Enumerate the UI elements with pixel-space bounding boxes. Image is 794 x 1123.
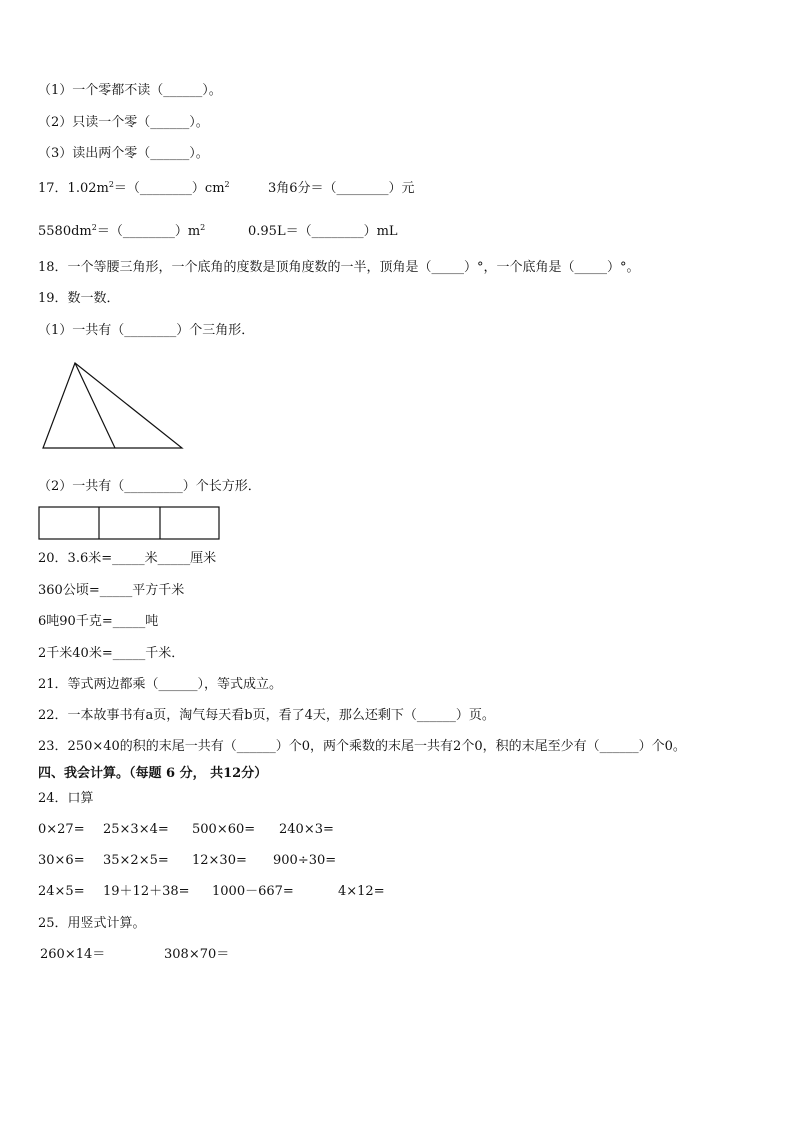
vertical-calc-item: 260×14＝: [40, 947, 106, 962]
q19: 19．数一数．: [38, 291, 120, 306]
q20-line4: 2千米40米=_____千米．: [38, 646, 185, 661]
mental-math-item: 4×12=: [338, 884, 385, 899]
mental-math-item: 240×3=: [279, 822, 334, 837]
q16-part1: （1）一个零都不读（______）。: [38, 83, 222, 98]
q17-volume: 0.95L＝（________）mL: [248, 224, 398, 239]
q17-line2: $5580dm^2=(\_\_\_\_\_\_\_\_)m^2$: [38, 223, 206, 239]
q19-part1: （1）一共有（________）个三角形．: [38, 323, 255, 338]
triangle-figure: [40, 360, 190, 452]
mental-math-item: 19＋12＋38=: [103, 884, 190, 899]
q24: 24．口算: [38, 791, 94, 806]
q25: 25．用竖式计算。: [38, 916, 146, 931]
mental-math-item: 900÷30=: [273, 853, 337, 868]
mental-math-item: 25×3×4=: [103, 822, 169, 837]
mental-math-item: 0×27=: [38, 822, 85, 837]
mental-math-item: 12×30=: [192, 853, 247, 868]
q17-money: 3角6分＝（________）元: [268, 181, 415, 196]
q20-line2: 360公顷=_____平方千米: [38, 583, 185, 598]
q18: 18．一个等腰三角形，一个底角的度数是顶角度数的一半，顶角是（_____）°，一个底角是（_____）°。: [38, 260, 640, 275]
q16-part3: （3）读出两个零（______）。: [38, 146, 209, 161]
mental-math-item: 500×60=: [192, 822, 256, 837]
q22: 22．一本故事书有a页，淘气每天看b页，看了4天，那么还剩下（______）页。: [38, 708, 495, 723]
q17-line1: 17．$1.02m^2=(\_\_\_\_\_\_\_\_)cm^2$: [38, 180, 230, 196]
mental-math-item: 1000－667=: [212, 884, 294, 899]
mental-math-item: 24×5=: [38, 884, 85, 899]
rectangle-figure: [38, 506, 222, 542]
q20-line3: 6吨90千克=_____吨: [38, 614, 159, 629]
q23: 23．250×40的积的末尾一共有（______）个0，两个乘数的末尾一共有2个0，积的末尾至少有（______）个0。: [38, 739, 686, 754]
mental-math-item: 30×6=: [38, 853, 85, 868]
vertical-calc-item: 308×70＝: [164, 947, 230, 962]
mental-math-item: 35×2×5=: [103, 853, 169, 868]
q20-line1: 20．3.6米=_____米_____厘米: [38, 551, 217, 566]
section-4-heading: 四、我会计算。（每题 6 分， 共12分）: [38, 766, 268, 781]
q21: 21．等式两边都乘（______），等式成立。: [38, 677, 283, 692]
q16-part2: （2）只读一个零（______）。: [38, 115, 209, 130]
q19-part2: （2）一共有（_________）个长方形．: [38, 479, 261, 494]
